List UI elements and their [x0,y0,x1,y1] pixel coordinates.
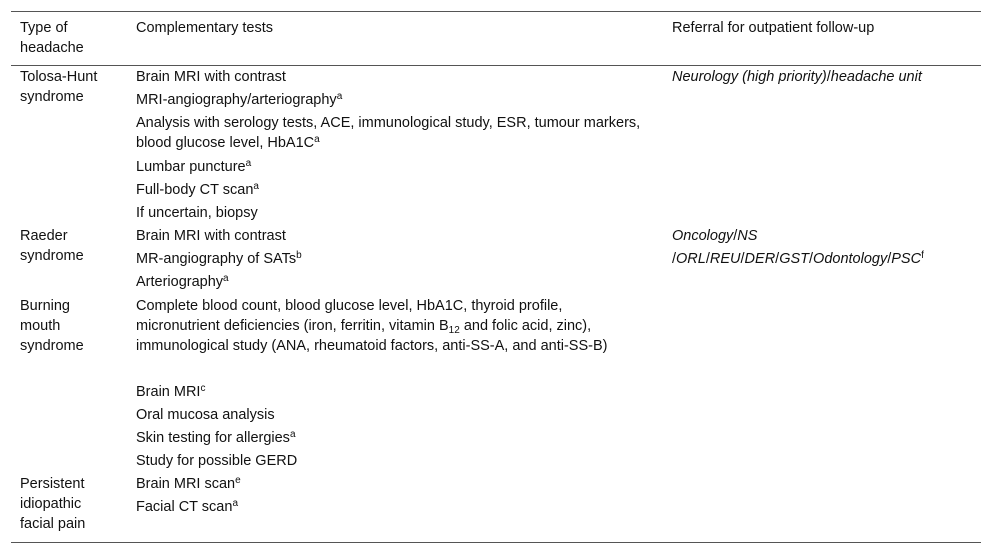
referral-tolosa-hunt: Neurology (high priority)/headache unit [672,69,922,85]
test-item: Facial CT scan$^a$ [136,498,238,515]
referral-raeder-line-2: /ORL/REU/DER/GST/Odontology/PSC$^f$ [672,250,924,267]
row-type-raeder: Raeder syndrome [20,228,84,264]
test-item: MRI-angiography/arteriography$^a$ [136,91,343,108]
test-item: Oral mucosa analysis [136,407,275,423]
test-item: Brain MRI with contrast [136,69,286,85]
test-item: Complete blood count, blood glucose level, HbA1C, thyroid profile, micronutrient deficiencies (iron, ferritin, vitamin $B_{12}$ and folic acid, zinc), immunological study (ANA, rheumatoid factors, anti-SS-A, and anti-SS-B) [136,298,608,354]
header-tests: Complementary tests [136,20,273,36]
referral-raeder-line-1: Oncology/NS [672,228,758,244]
header-type: Type of headache [20,20,84,56]
test-item: Analysis with serology tests, ACE, immunological study, ESR, tumour markers, blood glucose level, $HbA1C^a$ [136,115,641,151]
row-type-persistent-facial-pain: Persistent idiopathic facial pain [20,476,86,532]
test-item: Full-body CT scan$^a$ [136,181,259,198]
test-item: Brain MRI scan$^e$ [136,475,241,492]
test-item: Study for possible GERD [136,453,298,469]
test-item: Brain MRI with contrast [136,228,286,244]
test-item: Arteriography$^a$ [136,273,229,290]
table [11,11,981,543]
row-type-tolosa-hunt: Tolosa-Hunt syndrome [20,69,98,105]
header-divider [11,65,981,66]
test-item: MR-angiography of SATs$^b$ [136,250,302,267]
test-item: Skin testing for allergies$^a$ [136,429,296,446]
header-referral: Referral for outpatient follow-up [672,20,875,36]
test-item: Lumbar puncture$^a$ [136,158,252,175]
test-item: If uncertain, biopsy [136,205,258,221]
row-type-burning-mouth: Burning mouth syndrome [20,298,84,354]
test-item: Brain MRI$^c$ [136,383,206,400]
